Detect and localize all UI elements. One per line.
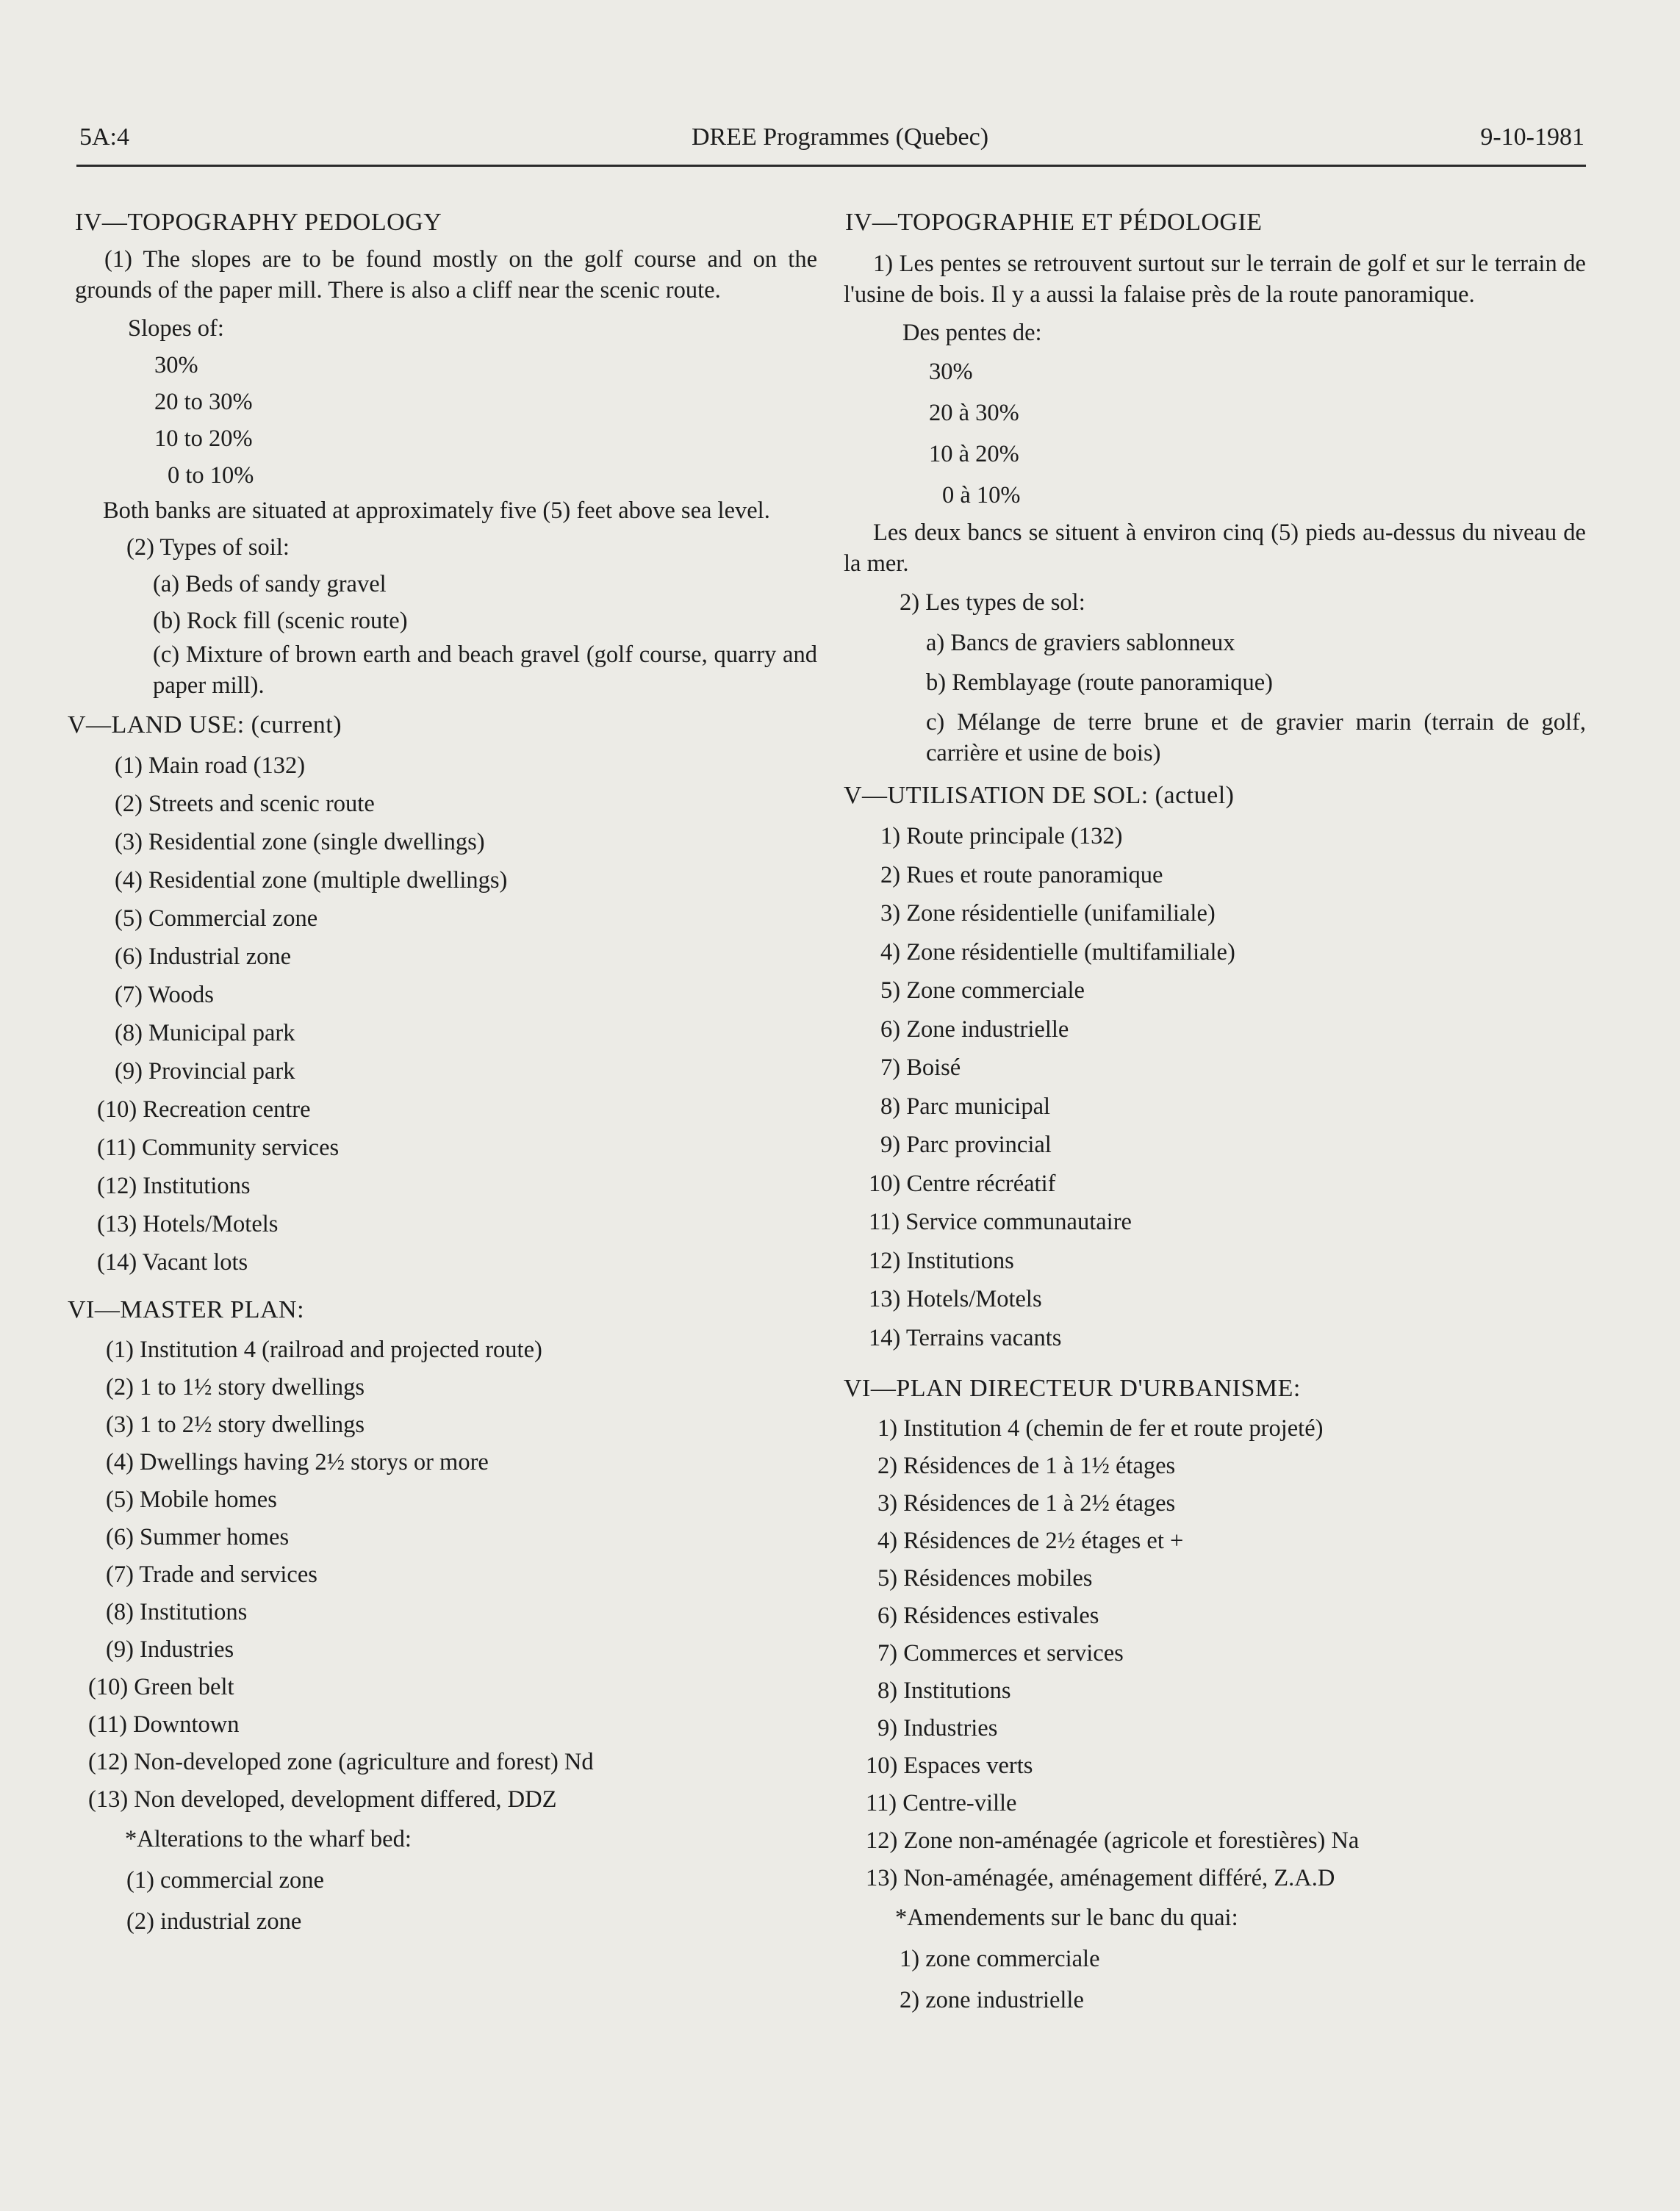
list-item: (b) Rock fill (scenic route) bbox=[153, 608, 408, 634]
list-item: (6) Industrial zone bbox=[115, 943, 292, 970]
running-title: DREE Programmes (Quebec) bbox=[691, 123, 989, 151]
list-item: 6) Zone industrielle bbox=[880, 1015, 1069, 1043]
list-item: (3) 1 to 2½ story dwellings bbox=[106, 1412, 365, 1438]
list-item: (14) Vacant lots bbox=[97, 1249, 248, 1276]
list-item: (13) Non developed, development differed, DDZ bbox=[88, 1786, 557, 1813]
list-item: 12) Zone non-aménagée (agricole et forestières) Na bbox=[866, 1827, 1360, 1854]
list-item: 30% bbox=[929, 359, 973, 385]
list-item: (4) Residential zone (multiple dwellings) bbox=[115, 867, 508, 894]
list-item: 1) zone commerciale bbox=[900, 1946, 1100, 1972]
list-item: 9) Industries bbox=[877, 1715, 998, 1741]
list-item: 14) Terrains vacants bbox=[869, 1324, 1062, 1351]
section-heading: VI—PLAN DIRECTEUR D'URBANISME: bbox=[844, 1375, 1301, 1402]
list-item: (8) Municipal park bbox=[115, 1020, 295, 1046]
list-item: 3) Résidences de 1 à 2½ étages bbox=[877, 1490, 1176, 1517]
list-item: (12) Non-developed zone (agriculture and forest) Nd bbox=[88, 1749, 594, 1775]
list-item: 1) Route principale (132) bbox=[880, 823, 1123, 849]
soil-label: (2) Types of soil: bbox=[126, 534, 290, 561]
list-item: (5) Mobile homes bbox=[106, 1486, 277, 1513]
note-label: *Alterations to the wharf bed: bbox=[125, 1826, 412, 1852]
list-item: (5) Commercial zone bbox=[115, 905, 318, 932]
slopes-label: Des pentes de: bbox=[902, 320, 1042, 346]
list-item: (1) commercial zone bbox=[126, 1867, 324, 1894]
list-item: a) Bancs de graviers sablonneux bbox=[926, 630, 1235, 656]
list-item: (c) Mixture of brown earth and beach gravel (golf course, quarry and paper mill). bbox=[153, 641, 817, 699]
section-heading: V—LAND USE: (current) bbox=[68, 711, 342, 738]
list-item: 9) Parc provincial bbox=[880, 1132, 1052, 1158]
list-item: (10) Green belt bbox=[88, 1674, 234, 1700]
paragraph: Les deux bancs se situent à environ cinq (5) pieds au-dessus du niveau de la mer. bbox=[844, 520, 1586, 577]
list-item: (2) industrial zone bbox=[126, 1908, 302, 1935]
list-item: (a) Beds of sandy gravel bbox=[153, 571, 387, 597]
list-item: 0 to 10% bbox=[168, 462, 254, 489]
list-item: (1) Institution 4 (railroad and projected route) bbox=[106, 1337, 542, 1363]
paragraph: Both banks are situated at approximately five (5) feet above sea level. bbox=[103, 497, 770, 524]
section-heading: V—UTILISATION DE SOL: (actuel) bbox=[844, 782, 1235, 809]
page-reference: 5A:4 bbox=[79, 123, 129, 151]
list-item: 20 to 30% bbox=[154, 389, 253, 415]
list-item: (9) Industries bbox=[106, 1636, 234, 1663]
list-item: 10) Espaces verts bbox=[866, 1752, 1033, 1779]
paragraph: (1) The slopes are to be found mostly on the golf course and on the grounds of the paper mill. There is also a cliff near the scenic route. bbox=[75, 246, 817, 303]
list-item: (10) Recreation centre bbox=[97, 1096, 311, 1123]
list-item: 13) Hotels/Motels bbox=[869, 1286, 1042, 1312]
list-item: (6) Summer homes bbox=[106, 1524, 290, 1550]
list-item: (3) Residential zone (single dwellings) bbox=[115, 829, 485, 855]
list-item: 3) Zone résidentielle (unifamiliale) bbox=[880, 900, 1216, 927]
list-item: 10 to 20% bbox=[154, 425, 253, 452]
section-heading: IV—TOPOGRAPHY PEDOLOGY bbox=[75, 209, 442, 236]
list-item: 5) Zone commerciale bbox=[880, 977, 1085, 1004]
list-item: 1) Institution 4 (chemin de fer et route projeté) bbox=[877, 1415, 1324, 1442]
list-item: (9) Provincial park bbox=[115, 1058, 295, 1085]
list-item: 0 à 10% bbox=[942, 482, 1021, 508]
list-item: 8) Institutions bbox=[877, 1678, 1011, 1704]
list-item: 7) Commerces et services bbox=[877, 1640, 1124, 1667]
list-item: (4) Dwellings having 2½ storys or more bbox=[106, 1449, 489, 1475]
list-item: (1) Main road (132) bbox=[115, 752, 306, 779]
list-item: 11) Service communautaire bbox=[869, 1209, 1132, 1235]
list-item: (2) 1 to 1½ story dwellings bbox=[106, 1374, 365, 1401]
list-item: 20 à 30% bbox=[929, 400, 1019, 426]
list-item: (7) Woods bbox=[115, 982, 214, 1008]
list-item: 4) Zone résidentielle (multifamiliale) bbox=[880, 938, 1235, 966]
list-item: 4) Résidences de 2½ étages et + bbox=[877, 1528, 1184, 1554]
list-item: (8) Institutions bbox=[106, 1599, 248, 1625]
list-item: 2) zone industrielle bbox=[900, 1987, 1084, 2013]
list-item: 7) Boisé bbox=[880, 1054, 961, 1081]
list-item: b) Remblayage (route panoramique) bbox=[926, 669, 1273, 696]
header-rule bbox=[76, 165, 1586, 167]
list-item: 2) Rues et route panoramique bbox=[880, 861, 1163, 888]
english-column bbox=[68, 198, 817, 1942]
list-item: 10) Centre récréatif bbox=[869, 1170, 1056, 1197]
paragraph: 1) Les pentes se retrouvent surtout sur le terrain de golf et sur le terrain de l'usine de bois. Il y a aussi la falaise près de la route panoramique. bbox=[844, 251, 1586, 308]
section-heading: IV—TOPOGRAPHIE ET PÉDOLOGIE bbox=[845, 209, 1263, 236]
note-label: *Amendements sur le banc du quai: bbox=[895, 1905, 1238, 1931]
list-item: 2) Résidences de 1 à 1½ étages bbox=[877, 1453, 1176, 1479]
list-item: 13) Non-aménagée, aménagement différé, Z.A.D bbox=[866, 1865, 1335, 1891]
slopes-label: Slopes of: bbox=[128, 315, 224, 342]
list-item: 30% bbox=[154, 352, 198, 378]
list-item: 8) Parc municipal bbox=[880, 1093, 1051, 1120]
list-item: 10 à 20% bbox=[929, 441, 1019, 467]
list-item: 5) Résidences mobiles bbox=[877, 1565, 1093, 1592]
soil-label: 2) Les types de sol: bbox=[900, 589, 1085, 616]
section-heading: VI—MASTER PLAN: bbox=[68, 1296, 305, 1323]
list-item: (11) Downtown bbox=[88, 1711, 240, 1738]
list-item: 12) Institutions bbox=[869, 1247, 1014, 1274]
list-item: 6) Résidences estivales bbox=[877, 1603, 1099, 1629]
list-item: 11) Centre-ville bbox=[866, 1790, 1017, 1816]
list-item: (13) Hotels/Motels bbox=[97, 1211, 279, 1237]
list-item: (11) Community services bbox=[97, 1135, 340, 1161]
page-date: 9-10-1981 bbox=[1480, 123, 1584, 151]
french-column bbox=[844, 198, 1586, 2021]
list-item: (12) Institutions bbox=[97, 1173, 251, 1199]
list-item: (7) Trade and services bbox=[106, 1561, 317, 1588]
list-item: c) Mélange de terre brune et de gravier marin (terrain de golf, carrière et usine de bois) bbox=[926, 709, 1586, 766]
list-item: (2) Streets and scenic route bbox=[115, 791, 375, 817]
